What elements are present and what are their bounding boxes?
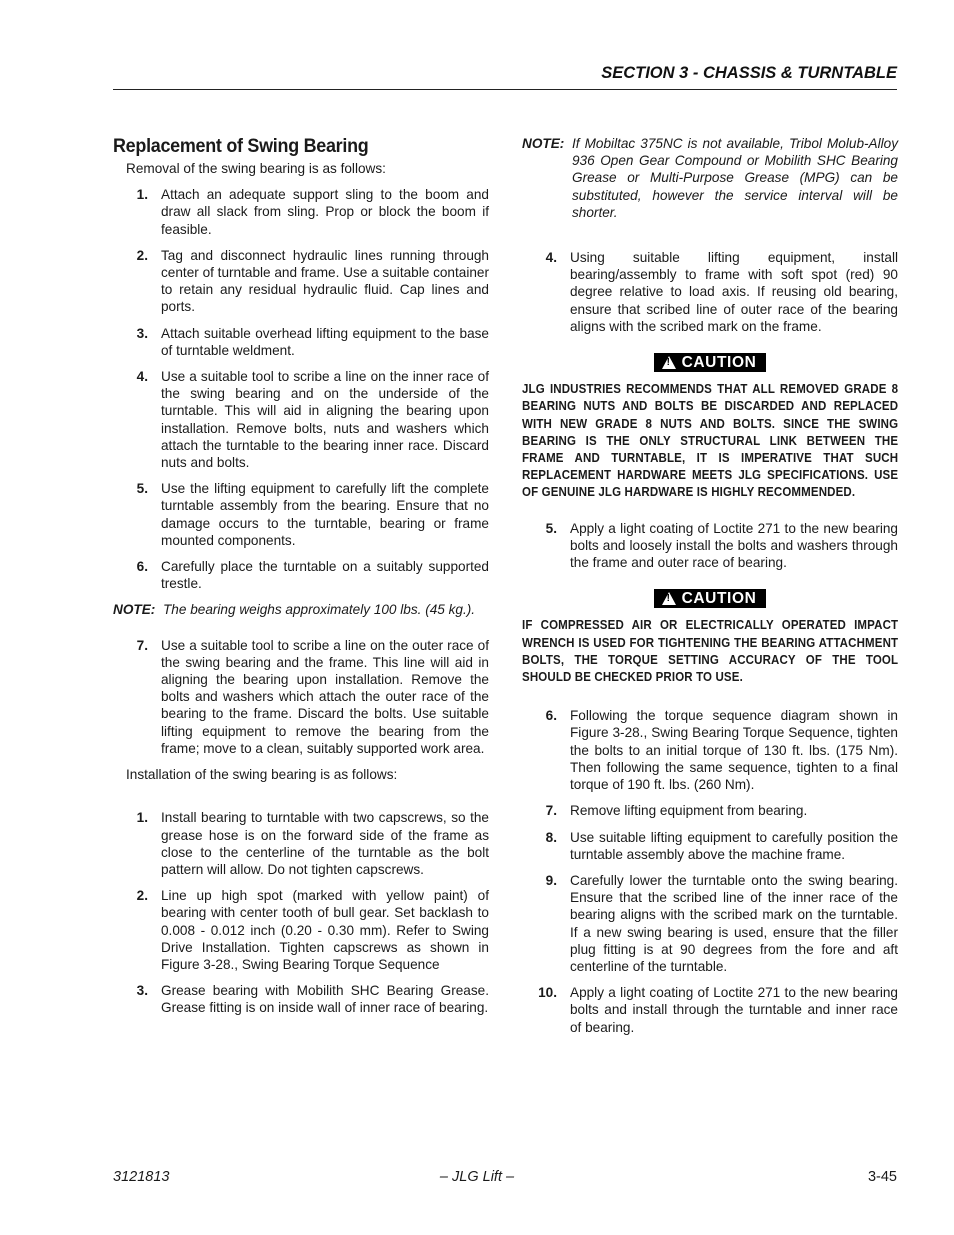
list-item — [113, 809, 489, 878]
removal-steps-continued — [113, 637, 489, 757]
left-column — [113, 131, 489, 1026]
step-number: 8. — [545, 829, 557, 845]
step-number: 2. — [136, 888, 148, 904]
caution-text: JLG INDUSTRIES RECOMMENDS THAT ALL REMOVED GRADE 8 BEARING NUTS AND BOLTS BE DISCARDED AND REPLACED WITH NEW GRADE 8 NUTS AND BOLTS. SINCE THE SWING BEARING IS THE ONLY STRUCTURAL LINK BETWEEN THE FRAME AND TURNTABLE, IT IS IMPERATIVE THAT SUCH REPLACEMENT HARDWARE MEETS JLG SPECIFICATIONS. USE OF GENUINE JLG HARDWARE IS HIGHLY RECOMMENDED. — [522, 381, 899, 500]
note-label: NOTE: — [522, 136, 565, 151]
step-text: Tag and disconnect hydraulic lines running through center of turntable and frame. Use a suitable container to retain any residual hydraulic fluid. Cap lines and ports. — [161, 247, 489, 315]
weight-note — [113, 601, 489, 618]
step-number: 5. — [545, 520, 557, 536]
step-number: 5. — [136, 481, 148, 497]
step-text: Use the lifting equipment to carefully lift the complete turntable assembly from the bearing. Ensure that no damage occurs to the turntable, bearing or frame mounted components. — [161, 481, 489, 548]
step-text: Using suitable lifting equipment, install bearing/assembly to frame with soft spot (red) 90 degree relative to load axis. If reusing old bearing, ensure that scribed line of outer race of the bearing aligns with the scribed mark on the frame. — [570, 250, 898, 334]
caution-label: CAUTION — [681, 353, 757, 371]
warning-triangle-icon — [662, 356, 676, 369]
list-item — [113, 887, 489, 973]
step-text: Carefully place the turntable on a suitably supported trestle. — [161, 559, 489, 592]
section-title: SECTION 3 - CHASSIS & TURNTABLE — [601, 64, 897, 82]
caution-header — [522, 353, 898, 373]
step-text: Use suitable lifting equipment to carefully position the turntable assembly above the machine frame. — [570, 829, 898, 862]
list-item — [113, 480, 489, 549]
caution-header — [522, 589, 898, 609]
step-number: 3. — [136, 983, 148, 999]
list-item — [522, 872, 898, 975]
doc-number: 3121813 — [113, 1169, 170, 1185]
install-steps — [113, 809, 489, 1016]
step-text: Carefully lower the turntable onto the swing bearing. Ensure that the scribed line of the inner race of the bearing aligns with the scribed mark on the turntable. If a new swing bearing is used, ensure that the filler plug fitting is at 90 degrees from the fore and aft centerline of the turntable. — [570, 872, 898, 974]
list-item — [522, 707, 898, 793]
list-item — [113, 368, 489, 471]
list-item — [113, 637, 489, 757]
header-divider — [113, 89, 897, 90]
caution-badge — [654, 353, 767, 372]
step-number: 7. — [545, 803, 557, 819]
step-number: 3. — [136, 325, 148, 341]
step-text: Grease bearing with Mobilith SHC Bearing Grease. Grease fitting is on inside wall of inner race of bearing. — [161, 983, 489, 1016]
step-number: 6. — [545, 708, 557, 724]
install-intro: Installation of the swing bearing is as follows: — [126, 767, 398, 783]
note-text: The bearing weighs approximately 100 lbs. (45 kg.). — [163, 602, 476, 618]
list-item — [113, 558, 489, 592]
step-text: Remove lifting equipment from bearing. — [570, 803, 808, 819]
step-text: Following the torque sequence diagram shown in Figure 3-28., Swing Bearing Torque Sequence, tighten the bolts to an initial torque of 130 ft. lbs. (175 Nm). Then following the same sequence, tighten to a final torque of 190 ft. lbs. (260 Nm). — [570, 708, 898, 793]
right-column — [522, 135, 898, 1045]
section-heading: Replacement of Swing Bearing — [113, 135, 369, 157]
step-text: Attach suitable overhead lifting equipment to the base of turntable weldment. — [161, 325, 489, 358]
step-number: 1. — [136, 810, 148, 826]
step-text: Attach an adequate support sling to the boom and draw all slack from sling. Prop or block the boom if feasible. — [161, 187, 489, 237]
footer-brand: – JLG Lift – — [439, 1169, 515, 1185]
note-text: If Mobiltac 375NC is not available, Tribol Molub-Alloy 936 Open Gear Compound or Mobilith SHC Bearing Grease or Multi-Purpose Grease (MPG) can be substituted, however the service interval will be shorter. — [572, 136, 898, 220]
caution-text: IF COMPRESSED AIR OR ELECTRICALLY OPERATED IMPACT WRENCH IS USED FOR TIGHTENING THE BEARING ATTACHMENT BOLTS, THE TORQUE SETTING ACCURACY OF THE TOOL SHOULD BE CHECKED PRIOR TO USE. — [522, 617, 899, 685]
caution-label: CAUTION — [681, 590, 757, 608]
removal-steps — [113, 186, 489, 592]
list-item — [522, 802, 898, 819]
list-item — [113, 325, 489, 359]
step-number: 7. — [136, 637, 148, 653]
list-item — [522, 249, 898, 335]
step-number: 2. — [136, 247, 148, 263]
step-text: Apply a light coating of Loctite 271 to the new bearing bolts and install through the turntable and inner race of bearing. — [570, 985, 898, 1035]
note-label: NOTE: — [113, 602, 156, 618]
step-text: Use a suitable tool to scribe a line on the inner race of the swing bearing and on the underside of the turntable. This will aid in aligning the bearing upon installation. Remove bolts, nuts and washers which attach the turntable to the bearing inner race. Discard nuts and bolts. — [161, 369, 489, 471]
install-steps-5 — [522, 520, 898, 572]
removal-intro: Removal of the swing bearing is as follows: — [126, 161, 386, 176]
step-number: 1. — [136, 187, 148, 203]
install-steps-6-10 — [522, 707, 898, 1035]
step-text: Line up high spot (marked with yellow paint) of bearing with center tooth of bull gear. Set backlash to 0.008 - 0.012 inch (0.20 - 0.30 mm). Refer to Swing Drive Installation. Tighten capscrews as shown in Figure 3-28., Swing Bearing Torque Sequence — [161, 888, 489, 972]
step-text: Install bearing to turntable with two capscrews, so the grease hose is on the forward side of the frame as close to the centerline of the turntable as the bolt pattern will allow. Do not tighten capscrews. — [161, 810, 489, 877]
step-number: 6. — [136, 559, 148, 575]
list-item — [522, 520, 898, 572]
step-text: Use a suitable tool to scribe a line on the outer race of the swing bearing and the frame. This line will aid in aligning the bearing upon installation. Remove the bolts and washers which attach the outer race of the bearing to the frame. Discard the bolts. Use suitable lifting equipment to remove the bearing from the frame; move to a clean, suitably supported work area. — [161, 637, 489, 756]
list-item — [522, 829, 898, 863]
list-item — [522, 984, 898, 1036]
list-item — [113, 186, 489, 238]
step-number: 4. — [136, 369, 148, 385]
caution-badge — [654, 589, 767, 608]
grease-note — [522, 135, 898, 221]
warning-triangle-icon — [662, 592, 676, 605]
step-text: Apply a light coating of Loctite 271 to the new bearing bolts and loosely install the bolts and washers through the frame and outer race of bearing. — [570, 520, 898, 571]
list-item — [113, 982, 489, 1016]
step-number: 4. — [545, 250, 557, 266]
install-steps-4 — [522, 249, 898, 335]
step-number: 10. — [538, 985, 557, 1001]
step-number: 9. — [545, 872, 557, 888]
list-item — [113, 247, 489, 316]
page-number: 3-45 — [867, 1169, 897, 1185]
